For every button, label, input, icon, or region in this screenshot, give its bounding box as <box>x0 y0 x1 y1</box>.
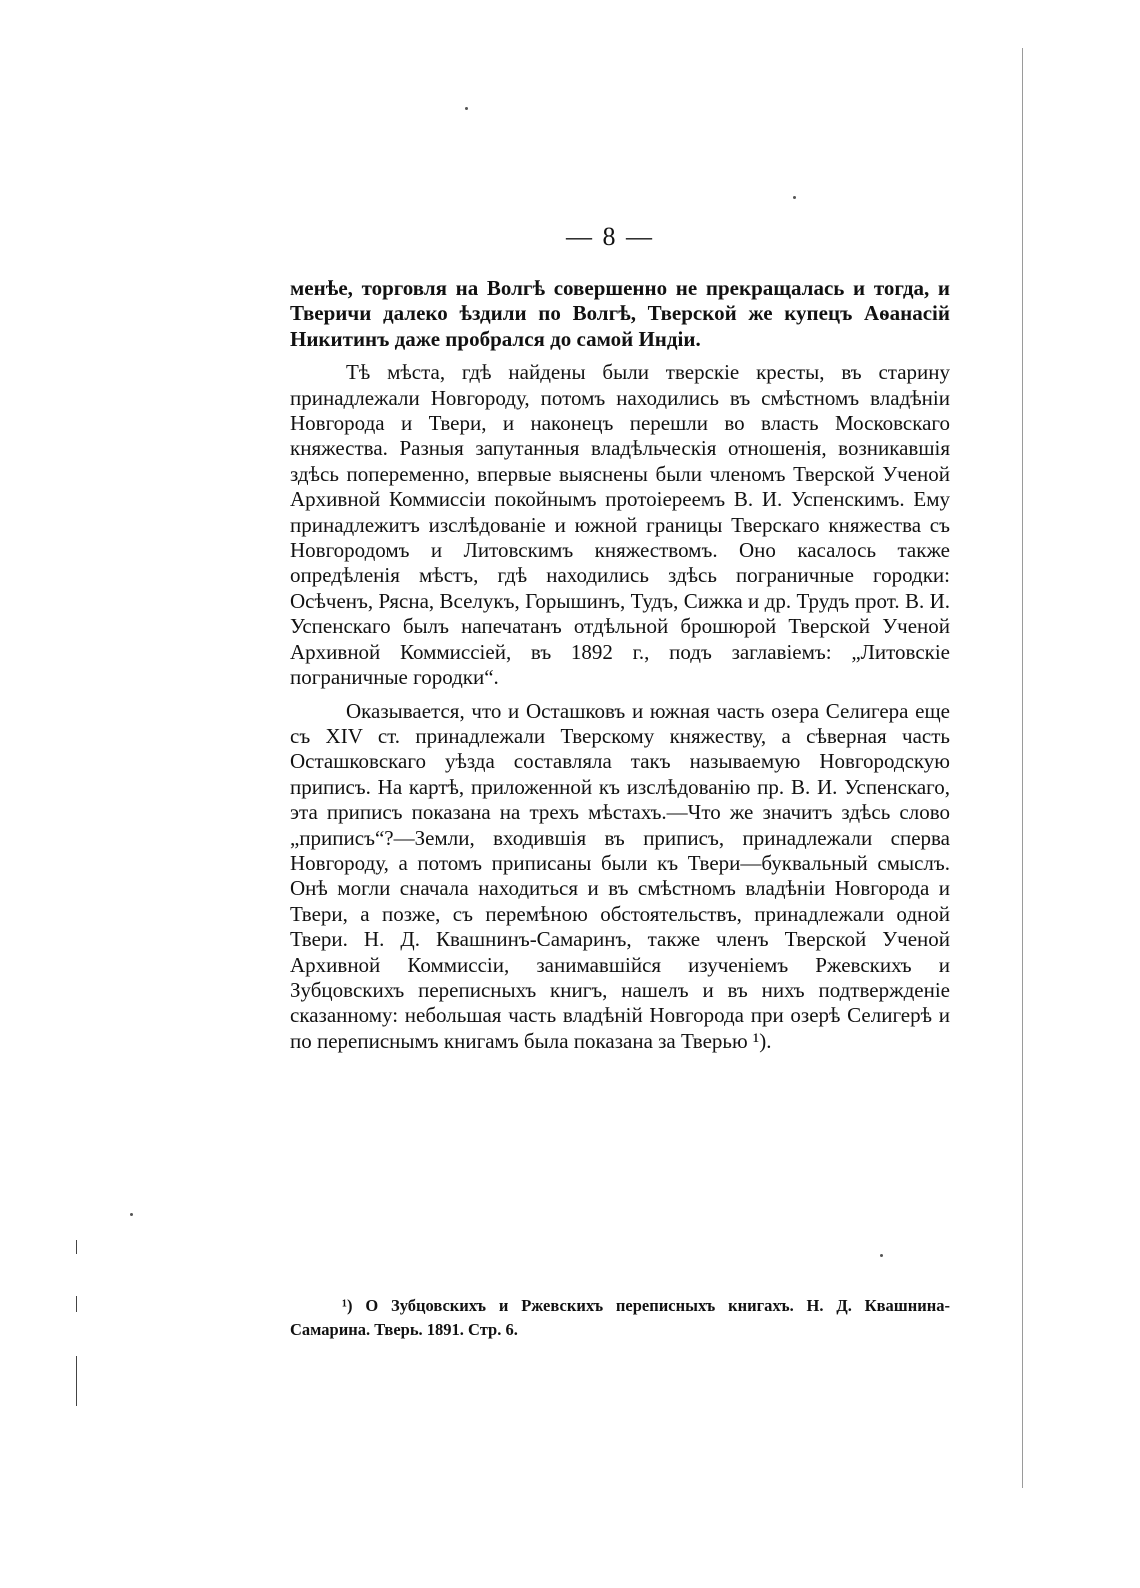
scan-mark-left-2 <box>76 1296 77 1312</box>
scan-mark-left-1 <box>76 1240 77 1254</box>
page-number: — 8 — <box>566 222 654 251</box>
footnote-reference: ¹) <box>752 1028 767 1053</box>
paragraph-3-text: Оказывается, что и Осташковъ и южная часть озера Селигера еще съ XIV ст. принадлежали Тверскому княжеству, а сѣверная часть Осташковскаго уѣзда составляла такъ называемую Новгородскую приписъ. На картѣ, приложенной къ изслѣдованію пр. В. И. Успенскаго, эта приписъ показана на трехъ мѣстахъ.—Что же значитъ здѣсь слово „приписъ“?—Земли, входившія въ приписъ, принадлежали сперва Новгороду, а потомъ приписаны были къ Твери—буквальный смыслъ. Онѣ могли сначала находиться и въ смѣстномъ владѣніи Новгорода и Твери, а позже, съ перемѣною обстоятельствъ, принадлежали одной Твери. Н. Д. Квашнинъ-Самаринъ, также членъ Тверской Ученой Архивной Коммиссіи, занимавшійся изученіемъ Ржевскихъ и Зубцовскихъ переписныхъ книгъ, нашелъ и въ нихъ подтвержденіе сказанному: небольшая часть владѣній Новгорода при озерѣ Селигерѣ и по переписнымъ книгамъ была показана за Тверью <box>290 698 950 1053</box>
scan-edge-right <box>1022 48 1023 1488</box>
paragraph-2: Тѣ мѣста, гдѣ найдены были тверскіе кресты, въ старину принадлежали Новгороду, потомъ находились въ смѣстномъ владѣніи Новгорода и Твери, и наконецъ перешли во власть Московскаго княжества. Разныя запутанныя владѣльческія отношенія, возникавшія здѣсь попеременно, впервые выяснены были членомъ Тверской Ученой Архивной Коммиссіи покойнымъ протоіереемъ В. И. Успенскимъ. Ему принадлежитъ изслѣдованіе и южной границы Тверскаго княжества съ Новгородомъ и Литовскимъ княжествомъ. Оно касалось также опредѣленія мѣстъ, гдѣ находились здѣсь пограничные городки: Осѣченъ, Ряcна, Вселукъ, Горышинъ, Тудъ, Сижка и др. Трудъ прот. В. И. Успенскаго былъ напечатанъ отдѣльной брошюрой Тверской Ученой Архивной Коммиссіей, въ 1892 г., подъ заглавіемъ: „Литовскіе пограничные городки“. <box>290 360 950 690</box>
scan-speck-3 <box>130 1213 133 1216</box>
main-text <box>290 276 950 1054</box>
paragraph-3 <box>290 699 950 1055</box>
footnote-text: О Зубцовскихъ и Ржевскихъ переписныхъ книгахъ. Н. Д. Квашнина-Самарина. Тверь. 1891. Стр. 6. <box>290 1296 950 1339</box>
paragraph-1: менѣе, торговля на Волгѣ совершенно не прекращалась и тогда, и Тверичи далеко ѣздили по Волгѣ, Тверской же купецъ Аѳанасій Никитинъ даже пробрался до самой Индіи. <box>290 276 950 351</box>
scan-speck-4 <box>880 1254 883 1257</box>
footnote-marker: ¹) <box>342 1296 353 1315</box>
scan-mark-left-3 <box>76 1356 77 1406</box>
footnote-line <box>290 1294 950 1342</box>
footnote <box>290 1294 950 1342</box>
footnote-reference-tail: . <box>766 1028 772 1053</box>
scan-speck-2 <box>793 196 796 199</box>
scan-speck-1 <box>465 107 468 110</box>
